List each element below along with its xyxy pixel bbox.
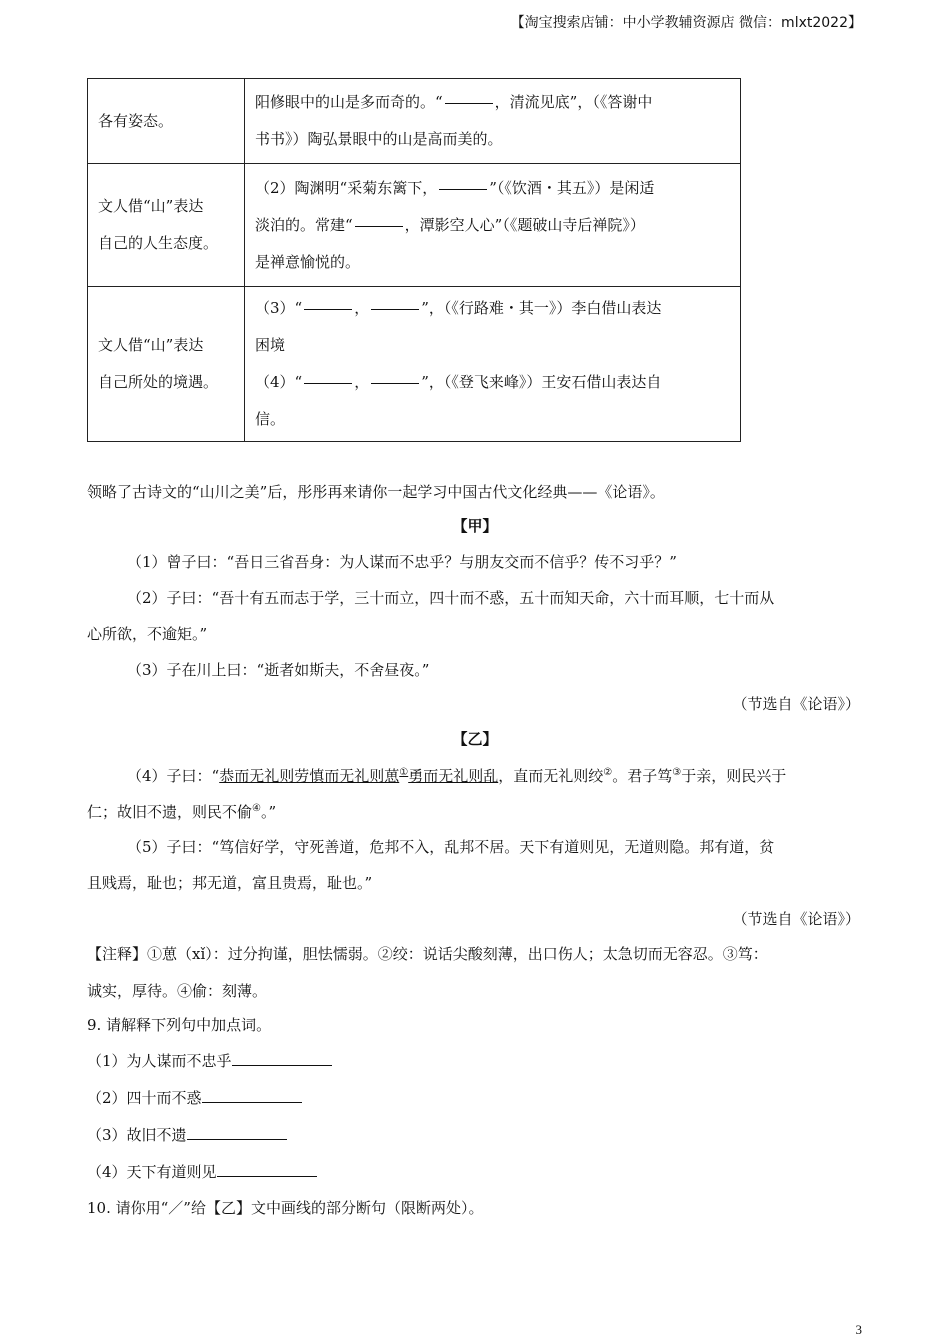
cell-text: ，清流见底”，（《答谢中 (494, 93, 653, 111)
cell-text: 文人借“山”表达 (98, 336, 204, 354)
cell-text: ”，（《行路难・其一》）李白借山表达 (421, 299, 662, 317)
cell-text: ， (354, 373, 370, 391)
analects-passage: （5）子曰：“笃信好学，守死善道，危邦不入，乱邦不居。天下有道则见，无道则隐。邦有道，贫 (127, 838, 775, 856)
cell-text: 淡泊的。常建“ (255, 215, 353, 234)
section-title-jia: 【甲】 (452, 517, 498, 535)
answer-blank[interactable] (439, 188, 487, 190)
source-citation: （节选自《论语》） (732, 695, 860, 713)
answer-line[interactable] (187, 1125, 287, 1140)
cell-text: ， (354, 299, 370, 317)
footnote-marker: ① (399, 767, 409, 778)
footnote-marker: ③ (672, 767, 682, 778)
analects-passage: 且贱焉，耻也；邦无道，富且贵焉，耻也。” (87, 874, 373, 892)
question-item (87, 1088, 860, 1108)
item-text: （4）天下有道则见 (87, 1163, 217, 1181)
item-text: （3）故旧不遗 (87, 1126, 187, 1144)
answer-blank[interactable] (304, 382, 352, 384)
table-row (88, 164, 741, 287)
cell-text: （3）“ (255, 299, 303, 317)
notes: 诚实，厚待。④偷：刻薄。 (87, 982, 268, 1000)
analects-passage (87, 799, 860, 822)
footnote-marker: ② (603, 767, 613, 778)
answer-line[interactable] (217, 1162, 317, 1177)
cell-text: 各有姿态。 (98, 111, 174, 130)
underlined-text: 勇而无礼则乱 (408, 767, 499, 785)
passage-text: 。君子笃 (612, 767, 673, 785)
table-cell-left (88, 287, 245, 442)
analects-passage: 心所欲，不逾矩。” (87, 625, 208, 643)
cell-text: 困境 (255, 336, 286, 354)
answer-blank[interactable] (445, 102, 493, 104)
answer-blank[interactable] (355, 225, 403, 227)
poetry-table (87, 78, 741, 442)
question-item (87, 1125, 860, 1145)
table-cell-left (88, 164, 245, 287)
table-row (88, 287, 741, 442)
cell-text: 文人借“山”表达 (98, 197, 204, 215)
page-number: 3 (855, 1322, 862, 1337)
passage-text: 于亲，则民兴于 (681, 767, 787, 785)
cell-text: 自己所处的境遇。 (98, 373, 219, 391)
underlined-text: 恭而无礼则劳慎而无礼则葸 (219, 767, 400, 785)
answer-line[interactable] (232, 1051, 332, 1066)
intro-text: 领略了古诗文的“山川之美”后，彤彤再来请你一起学习中国古代文化经典——《论语》。 (87, 483, 665, 501)
cell-text: （4）“ (255, 373, 303, 391)
source-citation: （节选自《论语》） (732, 910, 860, 928)
question-9: 9. 请解释下列句中加点词。 (87, 1016, 272, 1034)
passage-text: （4）子曰：“ (127, 767, 220, 785)
item-text: （1）为人谋而不忠乎 (87, 1052, 232, 1070)
cell-text: 信。 (255, 410, 286, 428)
analects-passage: （1）曾子曰：“吾日三省吾身：为人谋而不忠乎？与朋友交而不信乎？传不习乎？” (127, 553, 677, 571)
table-cell-left (88, 79, 245, 164)
cell-text: 是禅意愉悦的。 (255, 252, 361, 271)
analects-passage: （2）子曰：“吾十有五而志于学，三十而立，四十而不惑，五十而知天命，六十而耳顺，七十而从 (127, 589, 775, 607)
section-title-yi: 【乙】 (452, 730, 498, 748)
question-item (87, 1162, 860, 1182)
cell-text: ”，（《登飞来峰》）王安石借山表达自 (421, 373, 662, 391)
footnote-marker: ④ (252, 803, 261, 814)
page-header: 【淘宝搜索店铺：中小学教辅资源店 微信：mlxt2022】 (510, 15, 862, 31)
cell-text: 阳修眼中的山是多而奇的。“ (255, 93, 443, 111)
notes: 【注释】①葸（xǐ）：过分拘谨，胆怯懦弱。②绞：说话尖酸刻薄，出口伤人；太急切而无容忍。③笃： (87, 945, 768, 963)
answer-blank[interactable] (304, 308, 352, 310)
cell-text: ，潭影空人心”（《题破山寺后禅院》） (404, 215, 645, 234)
answer-line[interactable] (202, 1088, 302, 1103)
table-row (88, 79, 741, 164)
passage-text: 仁；故旧不遗，则民不偷 (87, 803, 253, 821)
analects-passage (127, 763, 860, 786)
cell-text: （2）陶渊明“采菊东篱下， (255, 178, 438, 197)
cell-text: ”（《饮酒・其五》）是闲适 (489, 178, 655, 197)
cell-text: 自己的人生态度。 (98, 234, 219, 252)
question-item (87, 1051, 860, 1071)
question-10: 10. 请你用“／”给【乙】文中画线的部分断句（限断两处）。 (87, 1199, 484, 1217)
passage-text: 。” (260, 803, 277, 821)
cell-text: 书书》）陶弘景眼中的山是高而美的。 (255, 130, 503, 148)
table-cell-right (245, 79, 741, 164)
answer-blank[interactable] (371, 382, 419, 384)
passage-text: ，直而无礼则绞 (498, 767, 604, 785)
answer-blank[interactable] (371, 308, 419, 310)
analects-passage: （3）子在川上曰：“逝者如斯夫，不舍昼夜。” (127, 661, 430, 679)
item-text: （2）四十而不惑 (87, 1089, 202, 1107)
table-cell-right (245, 287, 741, 442)
table-cell-right (245, 164, 741, 287)
